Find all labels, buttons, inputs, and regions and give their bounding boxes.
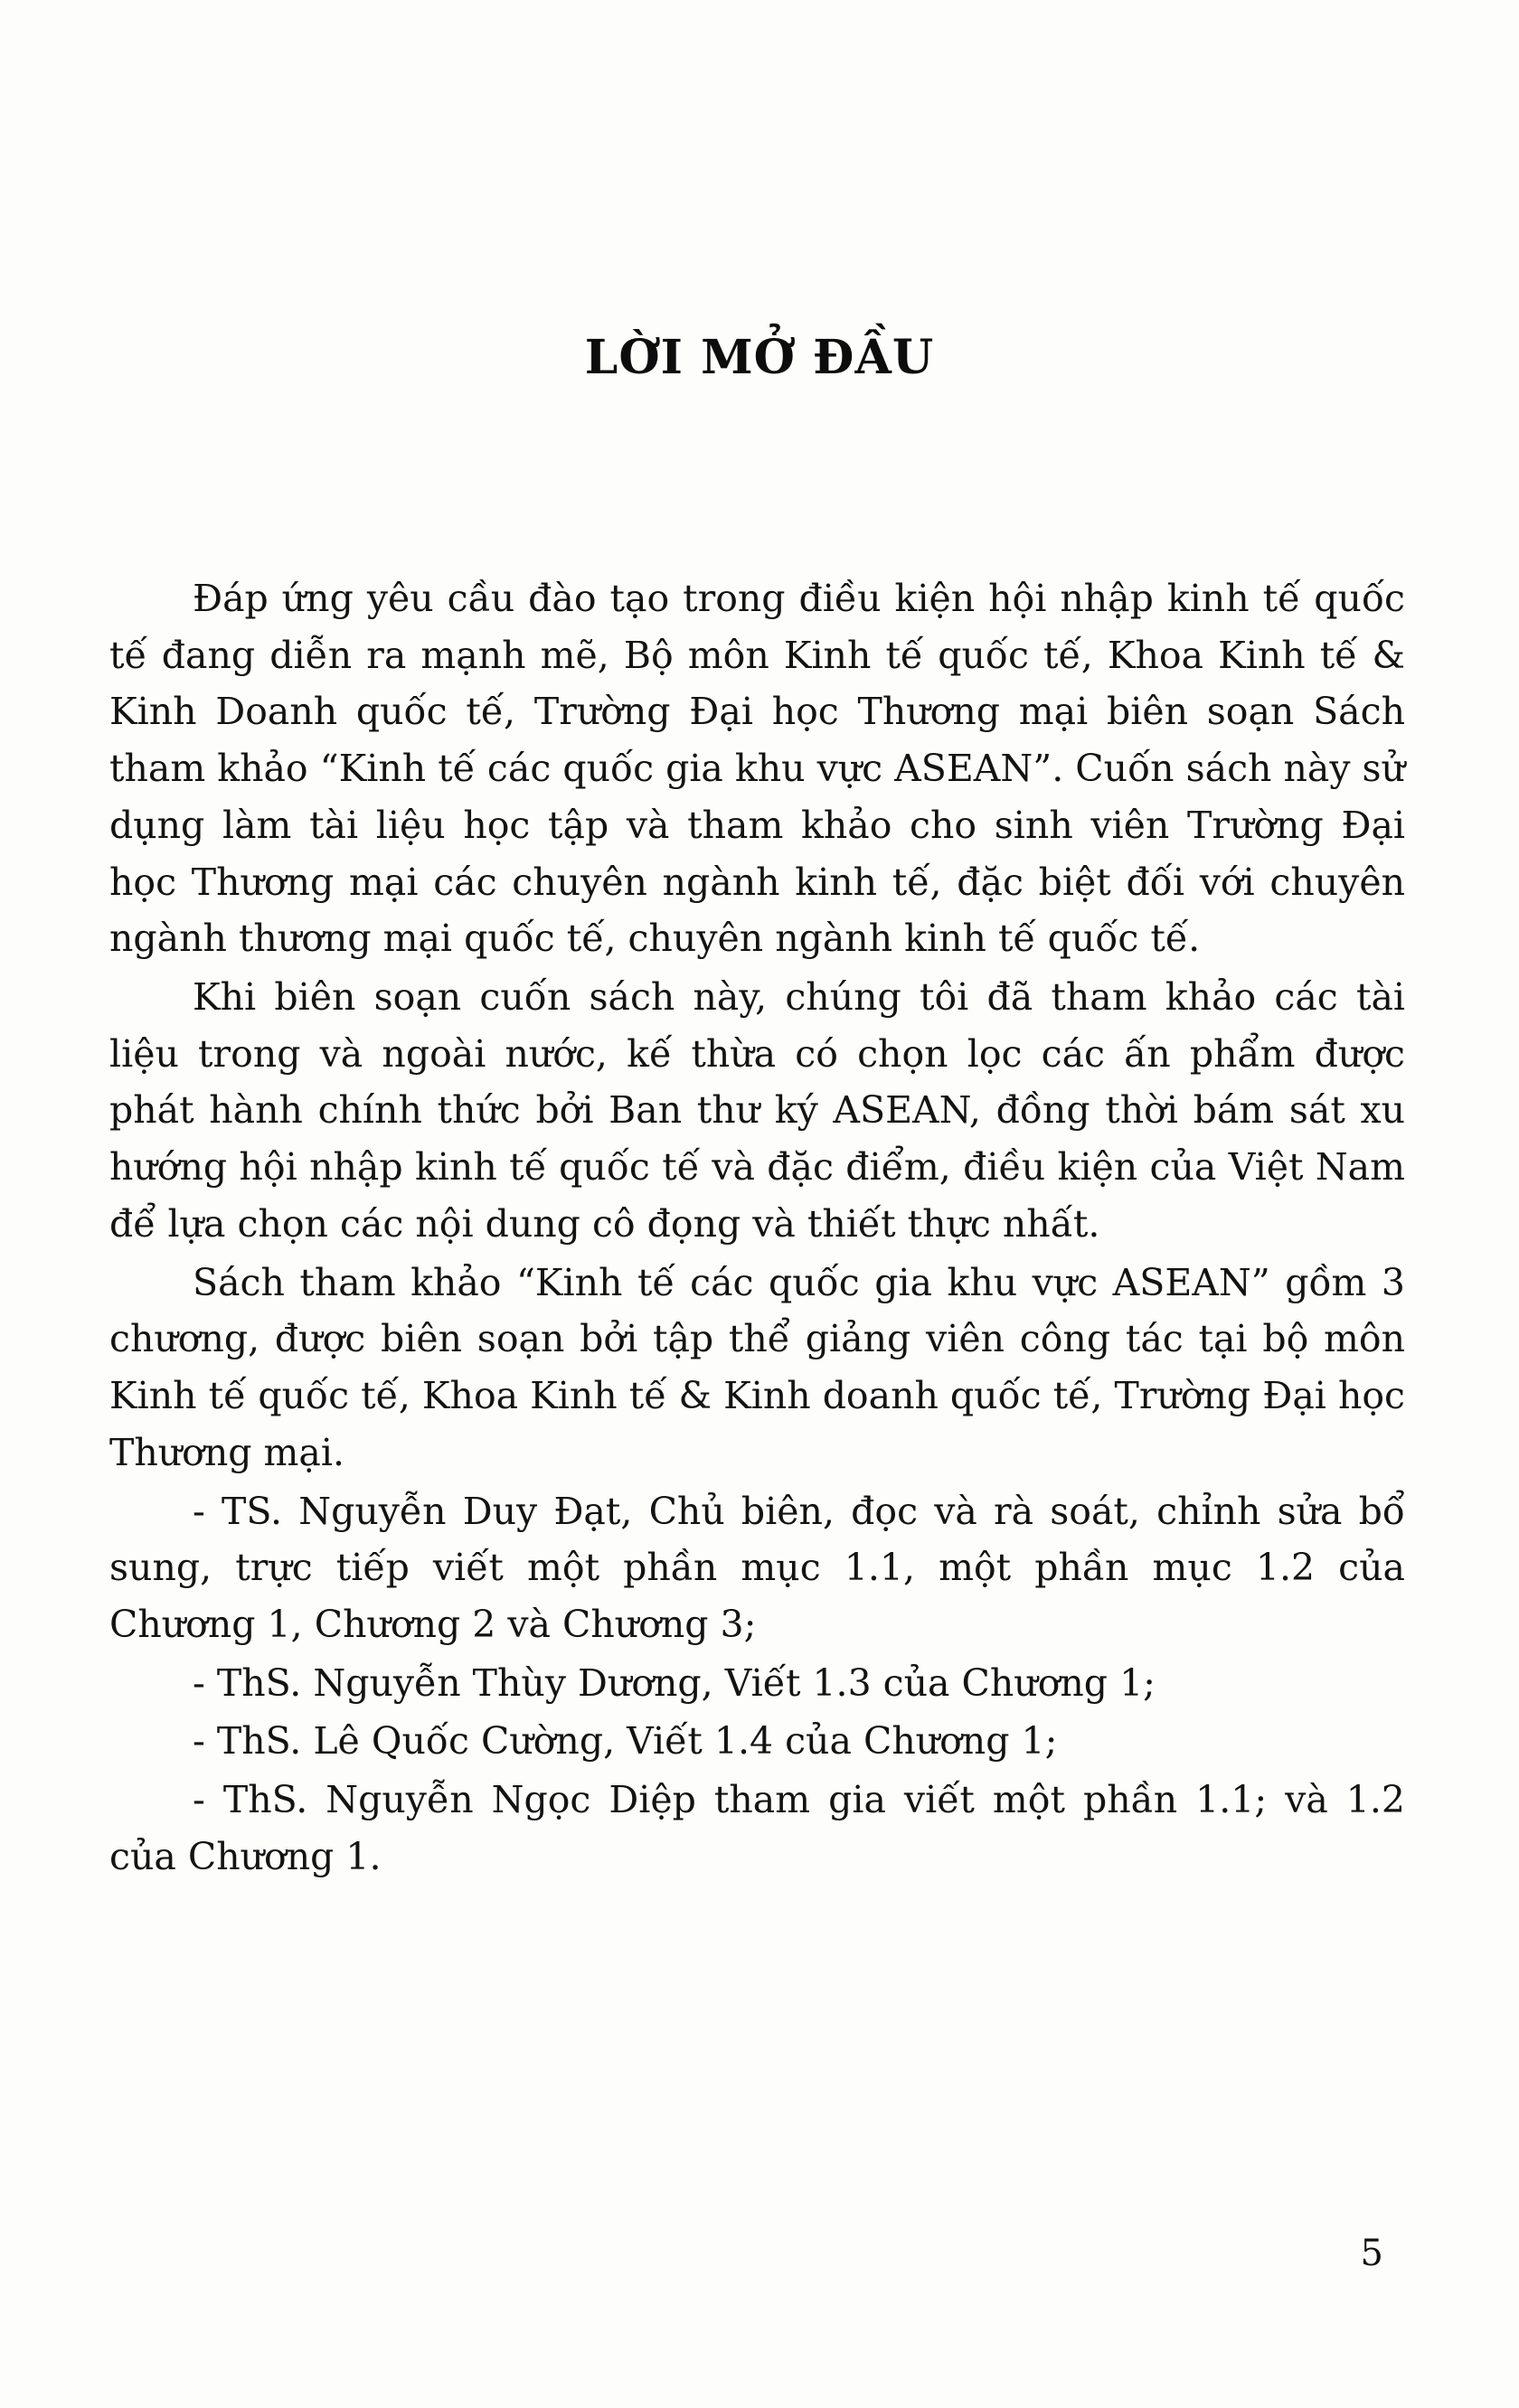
paragraph-7: - ThS. Nguyễn Ngọc Diệp tham gia viết một phần 1.1; và 1.2 của Chương 1. <box>109 1778 1405 1878</box>
paragraph-1: Đáp ứng yêu cầu đào tạo trong điều kiện hội nhập kinh tế quốc tế đang diễn ra mạnh mẽ, Bộ môn Kinh tế quốc tế, Khoa Kinh tế & Kinh Doanh quốc tế, Trường Đại học Thương mại biên soạn Sách tham khảo “Kinh tế các quốc gia khu vực ASEAN”. Cuốn sách này sử dụng làm tài liệu học tập và tham khảo cho sinh viên Trường Đại học Thương mại các chuyên ngành kinh tế, đặc biệt đối với chuyên ngành thương mại quốc tế, chuyên ngành kinh tế quốc tế. <box>109 577 1405 961</box>
page-number: 5 <box>1360 2233 1383 2274</box>
paragraph-2: Khi biên soạn cuốn sách này, chúng tôi đã tham khảo các tài liệu trong và ngoài nước, kế thừa có chọn lọc các ấn phẩm được phát hành chính thức bởi Ban thư ký ASEAN, đồng thời bám sát xu hướng hội nhập kinh tế quốc tế và đặc điểm, điều kiện của Việt Nam để lựa chọn các nội dung cô đọng và thiết thực nhất. <box>109 975 1405 1246</box>
paragraph-4: - TS. Nguyễn Duy Đạt, Chủ biên, đọc và rà soát, chỉnh sửa bổ sung, trực tiếp viết một phần mục 1.1, một phần mục 1.2 của Chương 1, Chương 2 và Chương 3; <box>109 1489 1405 1646</box>
paragraph-5: - ThS. Nguyễn Thùy Dương, Viết 1.3 của Chương 1; <box>193 1660 1156 1705</box>
page-title: LỜI MỞ ĐẦU <box>584 330 935 385</box>
paragraph-3: Sách tham khảo “Kinh tế các quốc gia khu vực ASEAN” gồm 3 chương, được biên soạn bởi tập thể giảng viên công tác tại bộ môn Kinh tế quốc tế, Khoa Kinh tế & Kinh doanh quốc tế, Trường Đại học Thương mại. <box>109 1260 1405 1474</box>
body-text <box>108 570 1410 1886</box>
page-content <box>108 0 1410 2408</box>
paragraph-6: - ThS. Lê Quốc Cường, Viết 1.4 của Chương 1; <box>193 1719 1058 1764</box>
